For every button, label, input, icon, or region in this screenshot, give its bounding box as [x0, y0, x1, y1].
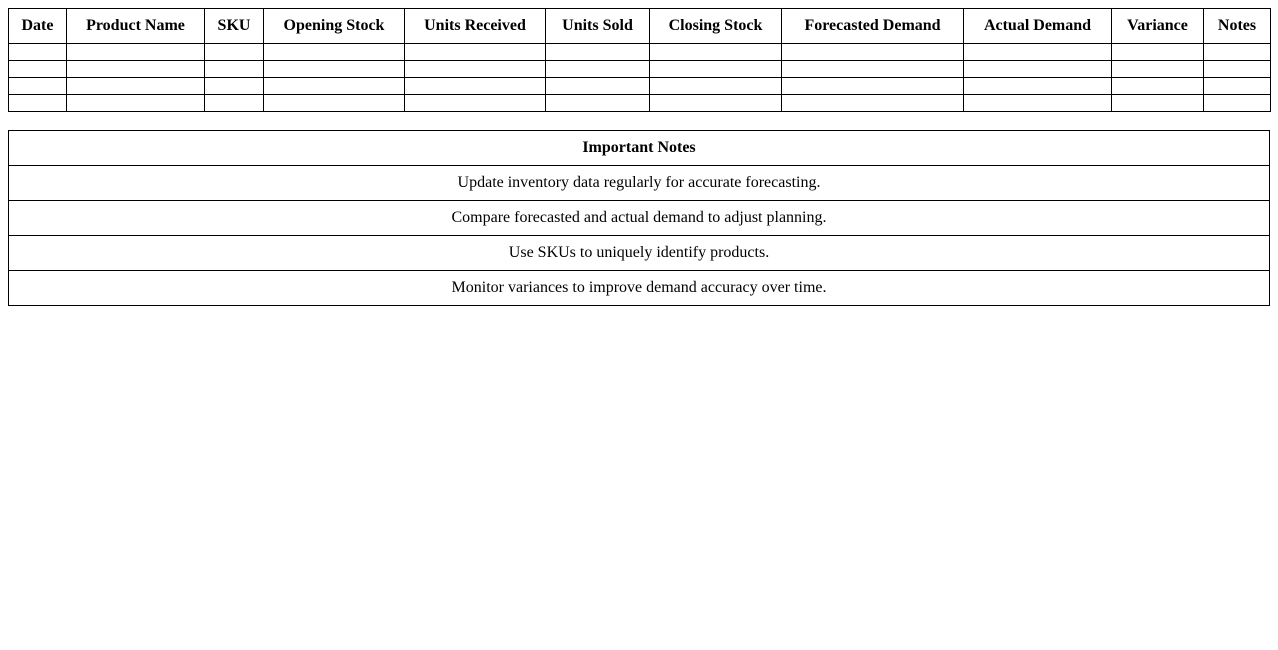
note-text: Use SKUs to uniquely identify products. [9, 236, 1270, 271]
table-cell[interactable] [546, 95, 650, 112]
important-notes-table [8, 130, 1270, 306]
table-cell[interactable] [264, 95, 405, 112]
column-header-forecasted-demand: Forecasted Demand [782, 9, 964, 44]
table-cell[interactable] [67, 95, 205, 112]
table-cell[interactable] [964, 95, 1112, 112]
column-header-notes: Notes [1204, 9, 1271, 44]
page-content [8, 8, 1270, 306]
table-cell[interactable] [9, 95, 67, 112]
column-header-date: Date [9, 9, 67, 44]
table-cell[interactable] [650, 44, 782, 61]
table-cell[interactable] [782, 95, 964, 112]
table-cell[interactable] [1112, 78, 1204, 95]
table-row [9, 44, 1271, 61]
table-cell[interactable] [782, 61, 964, 78]
table-cell[interactable] [1112, 95, 1204, 112]
note-text: Compare forecasted and actual demand to adjust planning. [9, 201, 1270, 236]
table-cell[interactable] [1204, 78, 1271, 95]
table-cell[interactable] [1204, 95, 1271, 112]
table-cell[interactable] [264, 44, 405, 61]
table-cell[interactable] [9, 44, 67, 61]
list-item [9, 271, 1270, 306]
table-cell[interactable] [67, 44, 205, 61]
inventory-header-row [9, 9, 1271, 44]
table-cell[interactable] [650, 95, 782, 112]
note-text: Update inventory data regularly for accurate forecasting. [9, 166, 1270, 201]
inventory-table [8, 8, 1271, 112]
table-cell[interactable] [405, 78, 546, 95]
table-cell[interactable] [1204, 61, 1271, 78]
table-cell[interactable] [964, 78, 1112, 95]
list-item [9, 201, 1270, 236]
table-cell[interactable] [205, 44, 264, 61]
table-cell[interactable] [546, 61, 650, 78]
list-item [9, 166, 1270, 201]
table-cell[interactable] [782, 78, 964, 95]
table-cell[interactable] [1112, 44, 1204, 61]
table-cell[interactable] [1204, 44, 1271, 61]
table-row [9, 78, 1271, 95]
column-header-sku: SKU [205, 9, 264, 44]
table-cell[interactable] [650, 78, 782, 95]
table-cell[interactable] [782, 44, 964, 61]
note-text: Monitor variances to improve demand accuracy over time. [9, 271, 1270, 306]
table-cell[interactable] [205, 78, 264, 95]
table-cell[interactable] [546, 78, 650, 95]
column-header-product-name: Product Name [67, 9, 205, 44]
table-cell[interactable] [205, 61, 264, 78]
table-cell[interactable] [964, 44, 1112, 61]
table-cell[interactable] [964, 61, 1112, 78]
table-cell[interactable] [405, 95, 546, 112]
table-cell[interactable] [405, 44, 546, 61]
table-cell[interactable] [9, 78, 67, 95]
table-row [9, 61, 1271, 78]
table-cell[interactable] [405, 61, 546, 78]
table-cell[interactable] [650, 61, 782, 78]
table-cell[interactable] [546, 44, 650, 61]
table-row [9, 95, 1271, 112]
column-header-variance: Variance [1112, 9, 1204, 44]
table-cell[interactable] [67, 78, 205, 95]
table-cell[interactable] [1112, 61, 1204, 78]
table-cell[interactable] [264, 78, 405, 95]
notes-title: Important Notes [9, 131, 1270, 166]
column-header-opening-stock: Opening Stock [264, 9, 405, 44]
table-cell[interactable] [9, 61, 67, 78]
column-header-units-sold: Units Sold [546, 9, 650, 44]
column-header-actual-demand: Actual Demand [964, 9, 1112, 44]
table-cell[interactable] [67, 61, 205, 78]
notes-header-row [9, 131, 1270, 166]
list-item [9, 236, 1270, 271]
table-cell[interactable] [205, 95, 264, 112]
column-header-closing-stock: Closing Stock [650, 9, 782, 44]
column-header-units-received: Units Received [405, 9, 546, 44]
table-cell[interactable] [264, 61, 405, 78]
